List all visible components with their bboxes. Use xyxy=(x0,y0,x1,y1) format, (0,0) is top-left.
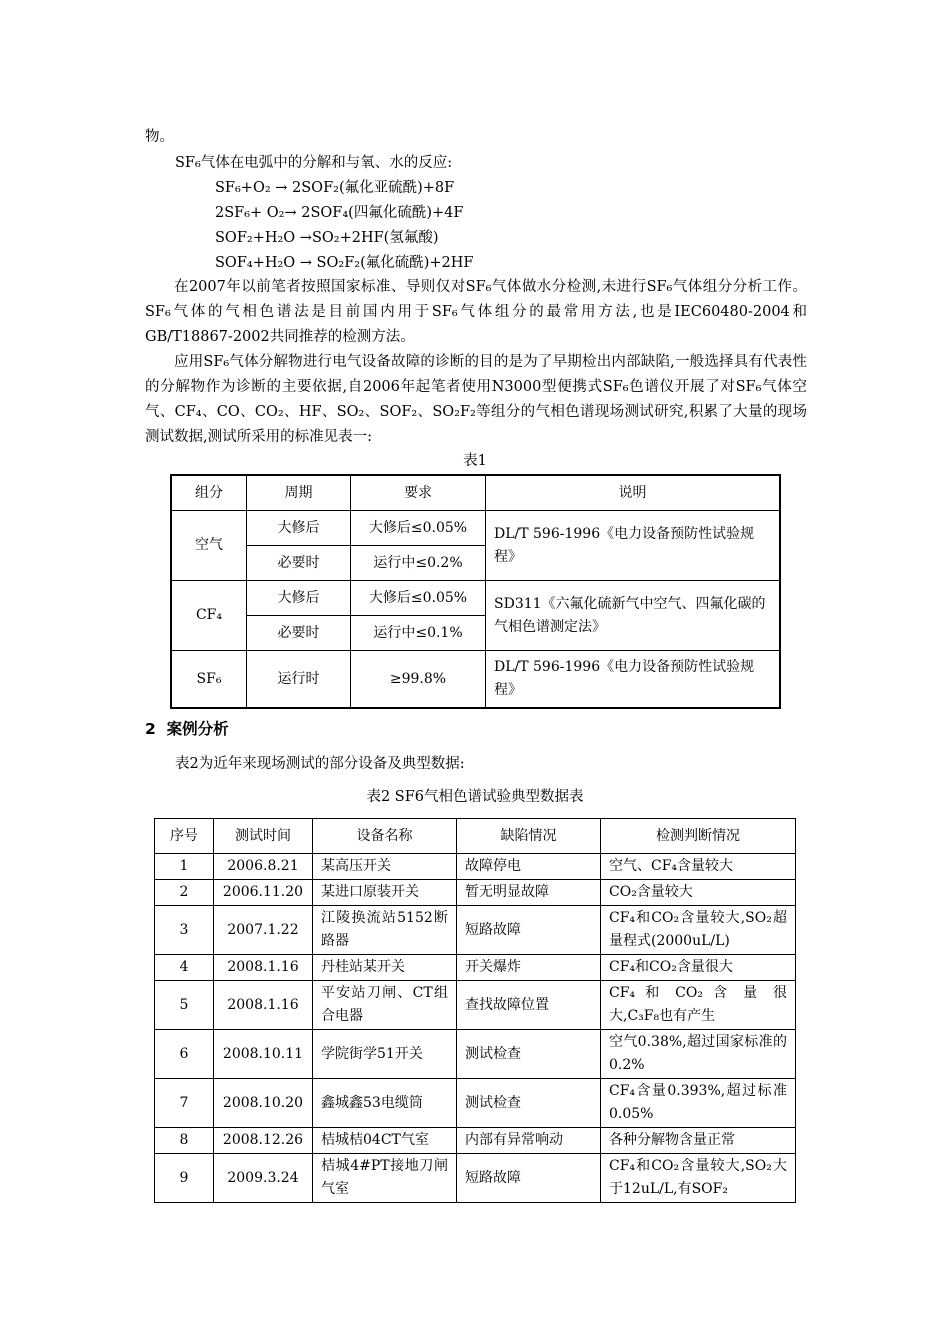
period-cell: 必要时 xyxy=(247,616,351,651)
requirement-cell: 大修后≤0.05% xyxy=(351,581,486,616)
cell-date: 2006.11.20 xyxy=(214,880,313,906)
cell-index: 8 xyxy=(155,1128,214,1154)
cell-index: 6 xyxy=(155,1030,214,1079)
period-cell: 运行时 xyxy=(247,651,351,709)
cell-device: 丹桂站某开关 xyxy=(313,955,457,981)
cell-device: 平安站刀闸、CT组合电器 xyxy=(313,981,457,1030)
period-cell: 大修后 xyxy=(247,511,351,546)
component-cell: SF₆ xyxy=(171,651,247,709)
table-row xyxy=(155,854,796,880)
table-row xyxy=(155,981,796,1030)
note-cell: SD311《六氟化硫新气中空气、四氟化碳的气相色谱测定法》 xyxy=(486,581,781,651)
cell-result: 空气、CF₄含量较大 xyxy=(601,854,796,880)
table-row xyxy=(155,880,796,906)
cell-defect: 开关爆炸 xyxy=(457,955,601,981)
requirement-cell: 运行中≤0.1% xyxy=(351,616,486,651)
cell-defect: 暂无明显故障 xyxy=(457,880,601,906)
reaction-2: 2SF₆+ O₂→ 2SOF₄(四氟化硫酰)+4F xyxy=(215,205,464,221)
cell-device: 鑫城鑫53电缆筒 xyxy=(313,1079,457,1128)
table-row xyxy=(155,906,796,955)
standards-table xyxy=(170,474,781,709)
reaction-4: SOF₄+H₂O → SO₂F₂(氟化硫酰)+2HF xyxy=(215,255,474,271)
component-cell: 空气 xyxy=(171,511,247,581)
cell-defect: 测试检查 xyxy=(457,1030,601,1079)
cell-date: 2008.12.26 xyxy=(214,1128,313,1154)
table-header-cell: 组分 xyxy=(171,475,247,511)
period-cell: 大修后 xyxy=(247,581,351,616)
cell-date: 2006.8.21 xyxy=(214,854,313,880)
reaction-3: SOF₂+H₂O →SO₂+2HF(氢氟酸) xyxy=(215,230,439,246)
requirement-cell: ≥99.8% xyxy=(351,651,486,709)
intro-tail: 物。 xyxy=(145,129,174,145)
table-row xyxy=(155,1079,796,1128)
cell-date: 2008.1.16 xyxy=(214,981,313,1030)
table-row xyxy=(155,1030,796,1079)
cell-index: 3 xyxy=(155,906,214,955)
cell-defect: 短路故障 xyxy=(457,906,601,955)
section-number: 2 xyxy=(145,720,156,738)
cell-date: 2008.10.11 xyxy=(214,1030,313,1079)
table-header-row xyxy=(155,819,796,854)
table-header-cell: 周期 xyxy=(247,475,351,511)
cell-defect: 内部有异常响动 xyxy=(457,1128,601,1154)
period-cell: 必要时 xyxy=(247,546,351,581)
table-header-cell: 设备名称 xyxy=(313,819,457,854)
cell-index: 4 xyxy=(155,955,214,981)
cell-result: CF₄含量0.393%,超过标准0.05% xyxy=(601,1079,796,1128)
cell-device: 桔城4#PT接地刀闸气室 xyxy=(313,1154,457,1203)
section-title: 案例分析 xyxy=(166,720,229,738)
note-cell: DL/T 596-1996《电力设备预防性试验规程》 xyxy=(486,511,781,581)
cell-date: 2008.10.20 xyxy=(214,1079,313,1128)
reaction-intro: SF₆气体在电弧中的分解和与氧、水的反应: xyxy=(175,155,453,171)
cell-date: 2009.3.24 xyxy=(214,1154,313,1203)
cell-device: 某高压开关 xyxy=(313,854,457,880)
reaction-1: SF₆+O₂ → 2SOF₂(氟化亚硫酰)+8F xyxy=(215,180,455,196)
table2-caption: 表2 SF6气相色谱试验典型数据表 xyxy=(366,789,584,805)
cell-defect: 故障停电 xyxy=(457,854,601,880)
cell-index: 9 xyxy=(155,1154,214,1203)
table-header-cell: 序号 xyxy=(155,819,214,854)
cell-device: 学院街学51开关 xyxy=(313,1030,457,1079)
test-data-table xyxy=(154,818,796,1203)
table-header-row xyxy=(171,475,780,511)
cell-date: 2008.1.16 xyxy=(214,955,313,981)
table-row xyxy=(155,1128,796,1154)
cell-device: 某进口原装开关 xyxy=(313,880,457,906)
requirement-cell: 大修后≤0.05% xyxy=(351,511,486,546)
cell-device: 桔城桔04CT气室 xyxy=(313,1128,457,1154)
cell-result: CF₄和CO₂含量较大,SO₂超量程式(2000uL/L) xyxy=(601,906,796,955)
cell-index: 7 xyxy=(155,1079,214,1128)
cell-result: CF₄和CO₂含量较大,SO₂大于12uL/L,有SOF₂ xyxy=(601,1154,796,1203)
cell-result: 空气0.38%,超过国家标准的0.2% xyxy=(601,1030,796,1079)
table-row xyxy=(171,651,780,709)
table-row xyxy=(155,1154,796,1203)
requirement-cell: 运行中≤0.2% xyxy=(351,546,486,581)
cell-result: CO₂含量较大 xyxy=(601,880,796,906)
table-header-cell: 检测判断情况 xyxy=(601,819,796,854)
cell-defect: 查找故障位置 xyxy=(457,981,601,1030)
table-header-cell: 说明 xyxy=(486,475,781,511)
table-header-cell: 要求 xyxy=(351,475,486,511)
cell-index: 5 xyxy=(155,981,214,1030)
cell-result: CF₄ 和 CO₂ 含 量 很大,C₃F₈也有产生 xyxy=(601,981,796,1030)
paragraph-3: 表2为近年来现场测试的部分设备及典型数据: xyxy=(175,756,465,772)
section-heading xyxy=(145,717,229,739)
cell-device: 江陵换流站5152断路器 xyxy=(313,906,457,955)
cell-result: 各种分解物含量正常 xyxy=(601,1128,796,1154)
cell-defect: 测试检查 xyxy=(457,1079,601,1128)
cell-defect: 短路故障 xyxy=(457,1154,601,1203)
table-row xyxy=(155,955,796,981)
table-header-cell: 缺陷情况 xyxy=(457,819,601,854)
paragraph-2: 应用SF₆气体分解物进行电气设备故障的诊断的目的是为了早期检出内部缺陷,一般选择具有代表性的分解物作为诊断的主要依据,自2006年起笔者使用N3000型便携式SF₆色谱仪开展了对SF₆气体空气、CF₄、CO、CO₂、HF、SO₂、SOF₂、SO₂F₂等组分的气相色谱现场测试研究,积累了大量的现场测试数据,测试所采用的标准见表一: xyxy=(145,354,807,445)
note-cell: DL/T 596-1996《电力设备预防性试验规程》 xyxy=(486,651,781,709)
paragraph-1: 在2007年以前笔者按照国家标准、导则仅对SF₆气体做水分检测,未进行SF₆气体组分分析工作。SF₆气体的气相色谱法是目前国内用于SF₆气体组分的最常用方法,也是IEC60480-2004和GB/T18867-2002共同推荐的检测方法。 xyxy=(145,279,807,345)
cell-date: 2007.1.22 xyxy=(214,906,313,955)
component-cell: CF₄ xyxy=(171,581,247,651)
cell-index: 2 xyxy=(155,880,214,906)
cell-index: 1 xyxy=(155,854,214,880)
table-header-cell: 测试时间 xyxy=(214,819,313,854)
table1-caption: 表1 xyxy=(463,453,487,469)
table-row xyxy=(171,511,780,546)
table-row xyxy=(171,581,780,616)
cell-result: CF₄和CO₂含量很大 xyxy=(601,955,796,981)
